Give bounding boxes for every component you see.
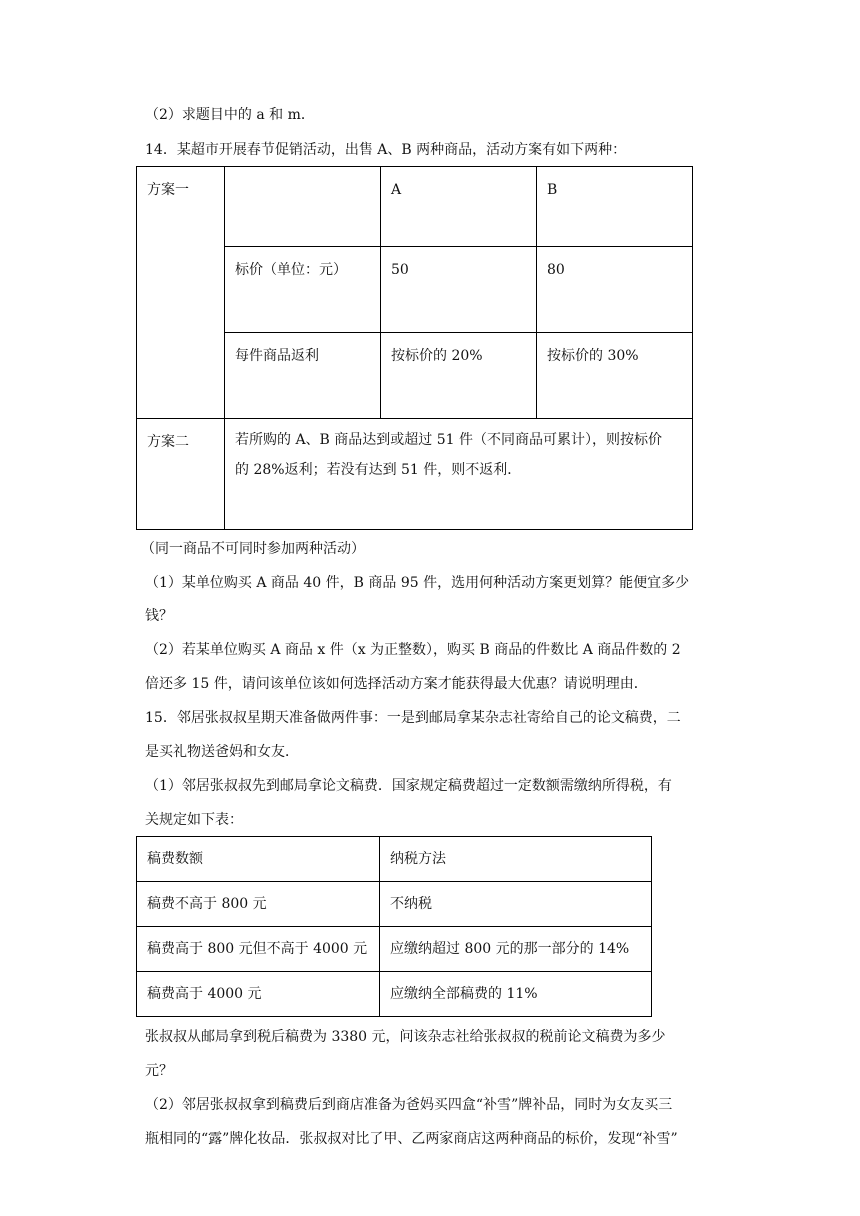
price-a: 50: [381, 247, 537, 333]
promo-empty-header: [225, 167, 381, 247]
col-a-header: A: [381, 167, 537, 247]
q15-intro-line2: 是买礼物送爸妈和女友．: [145, 744, 299, 760]
q15-part1-line2: 关规定如下表：: [145, 812, 243, 828]
q15-part2-line2: 瓶相同的“露”牌化妆品．张叔叔对比了甲、乙两家商店这两种商品的标价，发现“补雪”: [145, 1131, 678, 1147]
plan2-label: 方案二: [137, 419, 225, 530]
tax-header-amount: 稿费数额: [137, 837, 380, 882]
q14-part2-line1: （2）若某单位购买 A 商品 x 件（x 为正整数），购买 B 商品的件数比 A 商品件数的 2: [145, 642, 681, 658]
q13-part2: （2）求题目中的 a 和 m．: [145, 107, 315, 123]
tax-method: 应缴纳超过 800 元的那一部分的 14%: [380, 927, 652, 972]
tax-row: [137, 927, 652, 972]
tax-amount: 稿费高于 800 元但不高于 4000 元: [137, 927, 380, 972]
plan1-label: 方案一: [137, 167, 225, 419]
tax-header-method: 纳税方法: [380, 837, 652, 882]
q14-part2-line2: 倍还多 15 件，请问该单位该如何选择活动方案才能获得最大优惠？请说明理由．: [145, 676, 648, 692]
tax-amount: 稿费不高于 800 元: [137, 882, 380, 927]
col-b-header: B: [537, 167, 693, 247]
q15-part1-line4: 元？: [145, 1063, 173, 1079]
promo-plan-table: [136, 166, 693, 530]
plan2-description: [225, 419, 693, 530]
q15-part1-line3: 张叔叔从邮局拿到税后稿费为 3380 元，问该杂志社给张叔叔的税前论文稿费为多少: [145, 1029, 666, 1045]
plan2-text-line1: 若所购的 A、B 商品达到或超过 51 件（不同商品可累计），则按标价: [235, 432, 663, 448]
tax-row: [137, 972, 652, 1017]
q15-part2-line1: （2）邻居张叔叔拿到稿费后到商店准备为爸妈买四盒“补雪”牌补品，同时为女友买三: [145, 1097, 673, 1113]
q14-part1-line1: （1）某单位购买 A 商品 40 件，B 商品 95 件，选用何种活动方案更划算？能便宜多少: [145, 575, 690, 591]
tax-method: 应缴纳全部稿费的 11%: [380, 972, 652, 1017]
tax-row: [137, 882, 652, 927]
row-price-label: 标价（单位：元）: [225, 247, 381, 333]
q15-intro-line1: 15．邻居张叔叔星期天准备做两件事：一是到邮局拿某杂志社寄给自己的论文稿费，二: [145, 710, 681, 726]
note-same-item: （同一商品不可同时参加两种活动）: [141, 541, 365, 557]
plan2-text-line2: 的 28%返利；若没有达到 51 件，则不返利．: [235, 462, 522, 478]
price-b: 80: [537, 247, 693, 333]
tax-rule-table: [136, 836, 652, 1017]
rebate-a: 按标价的 20%: [381, 333, 537, 419]
q14-part1-line2: 钱？: [145, 608, 173, 624]
rebate-b: 按标价的 30%: [537, 333, 693, 419]
tax-method: 不纳税: [380, 882, 652, 927]
tax-amount: 稿费高于 4000 元: [137, 972, 380, 1017]
q14-intro: 14．某超市开展春节促销活动，出售 A、B 两种商品，活动方案有如下两种：: [145, 142, 627, 158]
q15-part1-line1: （1）邻居张叔叔先到邮局拿论文稿费．国家规定稿费超过一定数额需缴纳所得税，有: [145, 778, 672, 794]
row-rebate-label: 每件商品返利: [225, 333, 381, 419]
